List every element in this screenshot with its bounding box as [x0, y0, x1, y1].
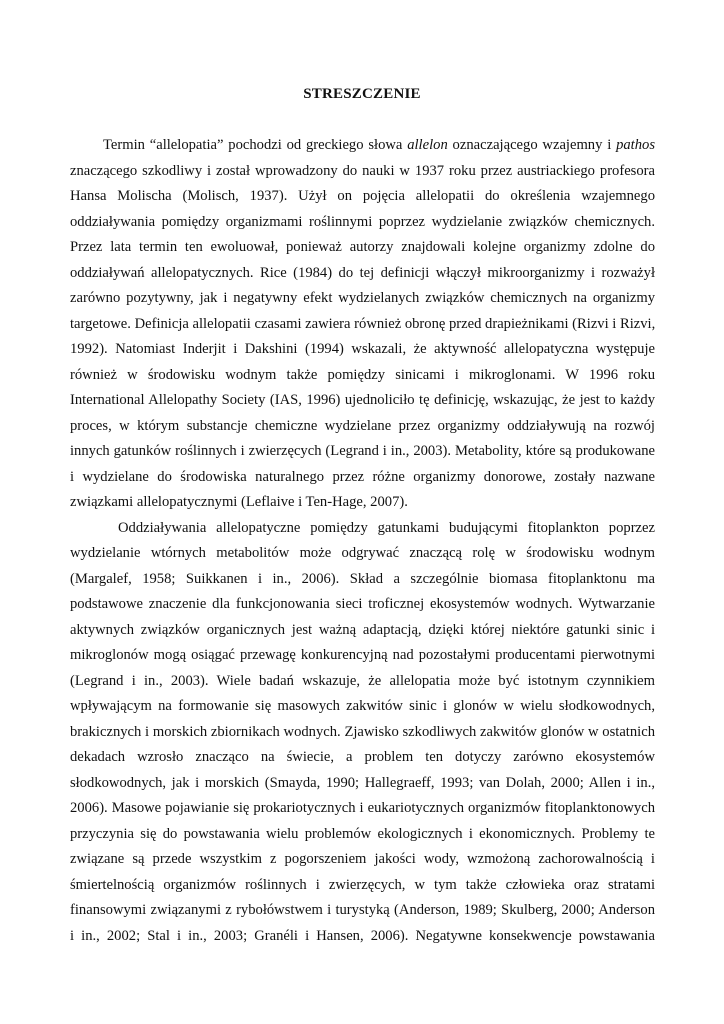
paragraph-line: Hansa Molischa (Molisch, 1937). Użył on pojęcia allelopatii do określenia wzajemnego	[70, 188, 655, 204]
paragraph-line: finansowymi związanymi z rybołówstwem i turystyką (Anderson, 1989; Skulberg, 2000; Anderson	[70, 902, 655, 918]
italic-term: pathos	[616, 137, 655, 153]
paragraph-line: również w środowisku wodnym także pomiędzy sinicami i mikroglonami. W 1996 roku	[70, 366, 655, 383]
paragraph-line: 1992). Natomiast Inderjit i Dakshini (1994) wskazali, że aktywność allelopatyczna występuje	[70, 341, 655, 357]
paragraph-line: i wydzielane do środowiska naturalnego przez różne organizmy donorowe, zostały nazwane	[70, 468, 655, 485]
paragraph-line	[70, 133, 655, 159]
paragraph-line: wydzielanie wtórnych metabolitów może odgrywać znaczącą rolę w środowisku wodnym	[70, 545, 655, 561]
paragraph-line: Przez lata termin ten ewoluował, ponieważ autorzy znajdowali kolejne organizmy zdolne do	[70, 239, 655, 255]
page-title: STRESZCZENIE	[303, 86, 421, 102]
paragraph-1	[70, 133, 655, 516]
paragraph-line: innych gatunków roślinnych i zwierzęcych (Legrand i in., 2003). Metabolity, które są produkowane	[70, 443, 655, 459]
paragraph-line: targetowe. Definicja allelopatii czasami zawiera również obronę przed drapieżnikami (Rizvi i Rizvi,	[70, 315, 656, 332]
paragraph-line: związkami allelopatycznymi (Leflaive i Ten-Hage, 2007).	[70, 494, 408, 510]
paragraph-line: Oddziaływania allelopatyczne pomiędzy gatunkami budującymi fitoplankton poprzez	[118, 519, 655, 536]
paragraph-line: wpływającym na formowanie się masowych zakwitów sinic i glonów w wielu słodkowodnych,	[70, 698, 655, 714]
paragraph-line: i in., 2002; Stal i in., 2003; Granéli i Hansen, 2006). Negatywne konsekwencje powstawania	[70, 927, 655, 944]
paragraph-line: brakicznych i morskich zbiornikach wodnych. Zjawisko szkodliwych zakwitów glonów w ostatnich	[70, 723, 655, 740]
paragraph-line: znaczącego szkodliwy i został wprowadzony do nauki w 1937 roku przez austriackiego profesora	[70, 162, 655, 179]
paragraph-line: (Legrand i in., 2003). Wiele badań wskazuje, że allelopatia może być istotnym czynnikiem	[70, 672, 655, 689]
paragraph-line: aktywnych związków organicznych jest ważną adaptacją, dzięki której niektóre gatunki sinic i	[70, 621, 655, 638]
italic-term: allelon	[407, 137, 448, 153]
paragraph-line: zarówno pozytywny, jak i negatywny efekt wydzielanych związków chemicznych na organizmy	[70, 290, 655, 306]
paragraph-line: śmiertelnością organizmów roślinnych i zwierzęcych, w tym także człowieka oraz stratami	[70, 876, 655, 893]
text-run: Termin “allelopatia” pochodzi od greckiego słowa	[103, 137, 408, 153]
paragraph-line: International Allelopathy Society (IAS, 1996) ujednoliciło tę definicję, wskazując, że jest to każdy	[70, 392, 655, 408]
paragraph-line: dekadach wzrosło znacząco na świecie, a problem ten dotyczy zarówno ekosystemów	[70, 749, 655, 765]
paragraph-line: słodkowodnych, jak i morskich (Smayda, 1990; Hallegraeff, 1993; van Dolah, 2000; Allen i in.,	[70, 774, 655, 791]
paragraph-line: 2006). Masowe pojawianie się prokariotycznych i eukariotycznych organizmów fitoplanktonowych	[70, 800, 655, 816]
paragraph-line: proces, w którym substancje chemiczne wydzielane przez organizmy oddziaływują na rozwój	[70, 417, 655, 434]
paragraph-line: oddziaływań allelopatycznych. Rice (1984) do tej definicji włączył mikroorganizmy i rozważył	[70, 264, 655, 281]
paragraph-2	[70, 516, 655, 950]
paragraph-line: mikroglonów mogą osiągać przewagę konkurencyjną nad pozostałymi producentami pierwotnymi	[70, 647, 655, 663]
paragraph-line: (Margalef, 1958; Suikkanen i in., 2006). Skład a szczególnie biomasa fitoplanktonu ma	[70, 570, 655, 587]
paragraph-line: przyczynia się do powstawania wielu problemów ekologicznych i ekonomicznych. Problemy te	[70, 825, 655, 842]
paragraph-line: związane są przede wszystkim z pogorszeniem jakości wody, wzmożoną zachorowalnością i	[70, 851, 655, 867]
paragraph-line: podstawowe znaczenie dla funkcjonowania sieci troficznej ekosystemów wodnych. Wytwarzanie	[70, 596, 655, 612]
document-body	[70, 133, 655, 949]
text-run: oznaczającego wzajemny i	[447, 137, 617, 153]
paragraph-line: oddziaływania pomiędzy organizmami roślinnymi poprzez wydzielanie związków chemicznych.	[70, 213, 655, 230]
